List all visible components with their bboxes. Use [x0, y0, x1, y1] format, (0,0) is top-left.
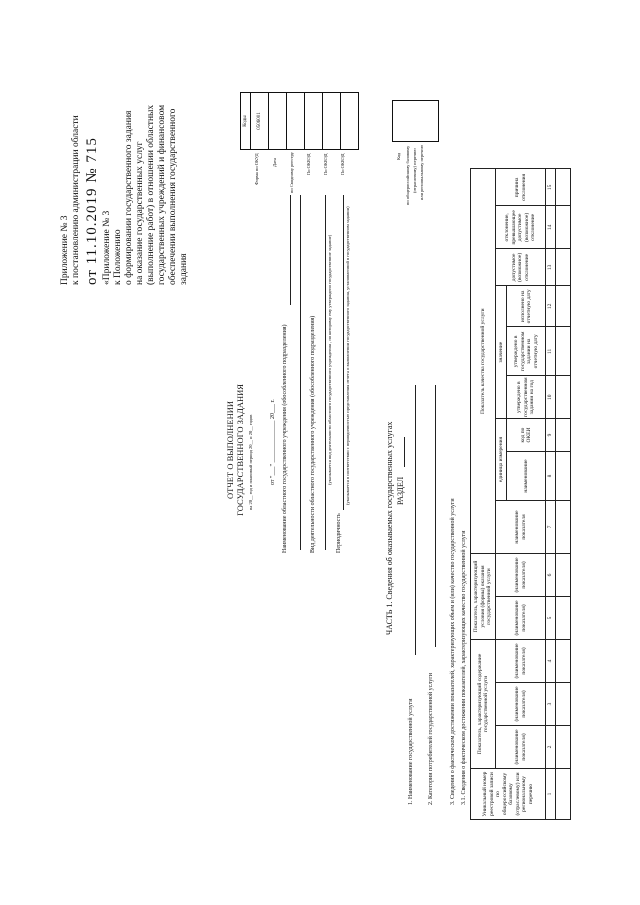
codes-header: Коды	[241, 93, 251, 149]
empty-cell	[556, 206, 571, 249]
report-date-line: от "___" ______________ 20___ г.	[270, 399, 276, 485]
section-label: РАЗДЕЛ	[396, 476, 405, 505]
code-sub-1: по общероссийскому базовому	[405, 145, 410, 205]
empty-cell	[556, 597, 571, 640]
regulation-label: к Положению	[113, 229, 123, 285]
header-line-6: задания	[179, 253, 189, 285]
activity-field-label: Вид деятельности областного государственного учреждения (обособленного подразделения)	[310, 315, 316, 553]
quality-indicators-table	[470, 165, 571, 820]
column-number: 11	[546, 327, 556, 376]
header-line-3: (выполнение работ) в отношении областных	[146, 104, 156, 285]
column-number: 15	[546, 169, 556, 206]
value-executed: исполнено на отчетную дату	[507, 286, 546, 327]
registry-label: по Сводному реестру	[289, 152, 294, 193]
empty-cell	[556, 726, 571, 769]
empty-cell	[556, 249, 571, 286]
unit-name: наименование	[507, 452, 546, 501]
okved-label-2: По ОКВЭД	[323, 153, 328, 175]
content-sub-2: (наименование показателя)	[496, 683, 546, 726]
quality-reason: причина отклонения	[496, 169, 546, 206]
empty-cell	[556, 286, 571, 327]
date-code	[269, 93, 287, 149]
header-line-2: на оказание государственных услуг	[135, 141, 145, 285]
quality-deviation-allowed: допустимое (возможное) отклонение	[496, 249, 546, 286]
report-year-line: на 20__ год и плановый период 20__ и 20__ годов	[248, 414, 253, 510]
quality-name: наименование показателя	[496, 501, 546, 554]
resolution-label: к постановлению администрации области	[71, 115, 81, 285]
empty-cell	[556, 327, 571, 376]
conditions-sub-1: (наименование показателя)	[496, 597, 546, 640]
institution-field-line-2	[300, 195, 301, 550]
okved-code-1	[305, 93, 323, 149]
section-line	[404, 437, 405, 467]
empty-cell	[556, 683, 571, 726]
column-number: 14	[546, 206, 556, 249]
col-quality: Показатель качества государственной услуги	[471, 169, 496, 554]
quality-value: значение	[496, 286, 507, 419]
item-2-line	[435, 385, 436, 647]
column-number: 2	[546, 726, 556, 769]
appendix2-label: «Приложение № 3	[102, 210, 112, 285]
empty-cell	[556, 501, 571, 554]
periodicity-line	[343, 195, 344, 510]
activity-field-line	[325, 195, 326, 550]
content-sub-3: (наименование показателя)	[496, 640, 546, 683]
code-label: Код	[396, 152, 401, 160]
registry-code	[287, 93, 305, 149]
empty-cell	[556, 419, 571, 452]
column-number: 3	[546, 683, 556, 726]
value-approved-year: утверждено в государственном задании на год	[507, 376, 546, 419]
document-header	[60, 5, 190, 285]
empty-cell	[556, 452, 571, 501]
header-line-4: государственных учреждений и финансовом	[157, 104, 167, 285]
periodicity-label: Периодичность	[336, 513, 342, 553]
okved-code-2	[323, 93, 341, 149]
header-line-1: о формировании государственного задания	[124, 110, 134, 285]
empty-cell	[556, 169, 571, 206]
activity-note: (указывается вид деятельности областного государственного учреждения , по которому ему утверждено государственное задание)	[327, 234, 332, 485]
column-number: 7	[546, 501, 556, 554]
okved-label-1: По ОКВЭД	[306, 153, 311, 175]
conditions-sub-2: (наименование показателя)	[496, 554, 546, 597]
column-number: 4	[546, 640, 556, 683]
codes-box	[240, 92, 359, 150]
okud-label: Форма по ОКУД	[254, 153, 259, 185]
column-number: 8	[546, 452, 556, 501]
part-title: ЧАСТЬ 1. Сведения об оказываемых государственных услугах	[385, 421, 394, 635]
column-number: 10	[546, 376, 556, 419]
unit-code: код по ОКЕИ	[507, 419, 546, 452]
institution-field-label: Наименование областного государственного учреждения (обособленного подразделения)	[282, 324, 288, 553]
item-1: 1. Наименование государственной услуги	[408, 698, 414, 805]
item-3: 3. Сведения о фактическом достижении показателей, характеризующих объем и (или) качество государственной услуги	[450, 498, 456, 805]
appendix-label: Приложение № 3	[60, 215, 70, 285]
column-number: 12	[546, 286, 556, 327]
service-code-box	[392, 100, 439, 142]
item-3-1: 3.1. Сведения о фактическом достижении показателей, характеризующих качество государственной услуги	[461, 530, 467, 805]
quality-unit: единица измерения	[496, 419, 507, 501]
report-title-1: ОТЧЕТ О ВЫПОЛНЕНИИ	[225, 400, 235, 500]
code-sub-2: (отраслевому) перечню	[412, 148, 417, 193]
item-1-line	[415, 385, 416, 655]
content-sub-1: (наименование показателя)	[496, 726, 546, 769]
column-number: 5	[546, 597, 556, 640]
okved-label-3: По ОКВЭД	[340, 153, 345, 175]
column-number: 13	[546, 249, 556, 286]
empty-cell	[556, 640, 571, 683]
col-registry: Уникальный номер реестровой записи по общероссийскому базовому (отраслевому) или региональному перечню	[471, 769, 546, 820]
code-sub-3: или региональному перечню	[419, 144, 424, 200]
okved-code-3	[341, 93, 358, 149]
value-approved-report: утверждено в государственном задании на отчетную дату	[507, 327, 546, 376]
quality-deviation-over: отклонение, превышающее допустимое (возможное) отклонение	[496, 206, 546, 249]
date-number: от 11.10.2019 № 715	[84, 137, 100, 285]
column-numbers-row	[546, 165, 556, 819]
header-line-5: обеспечении выполнения государственного	[168, 108, 178, 285]
col-conditions: Показатель, характеризующий условия (формы) оказания государственной услуги	[471, 554, 496, 640]
okud-code: 0506001	[251, 93, 269, 149]
institution-field-line	[290, 195, 291, 305]
date-label: Дата	[272, 158, 277, 167]
empty-cell	[556, 769, 571, 820]
col-content: Показатель, характеризующий содержание государственной услуги	[471, 640, 496, 769]
column-number: 6	[546, 554, 556, 597]
empty-cell	[556, 376, 571, 419]
column-number: 1	[546, 769, 556, 820]
periodicity-note: (указывается в соответствии с периодичностью представления отчета о выполнении государственного задания, установленной в государственном задании)	[345, 206, 350, 505]
report-title-2: ГОСУДАРСТВЕННОГО ЗАДАНИЯ	[235, 384, 245, 516]
item-2: 2. Категории потребителей государственной услуги	[428, 673, 434, 805]
empty-cell	[556, 554, 571, 597]
column-number: 9	[546, 419, 556, 452]
